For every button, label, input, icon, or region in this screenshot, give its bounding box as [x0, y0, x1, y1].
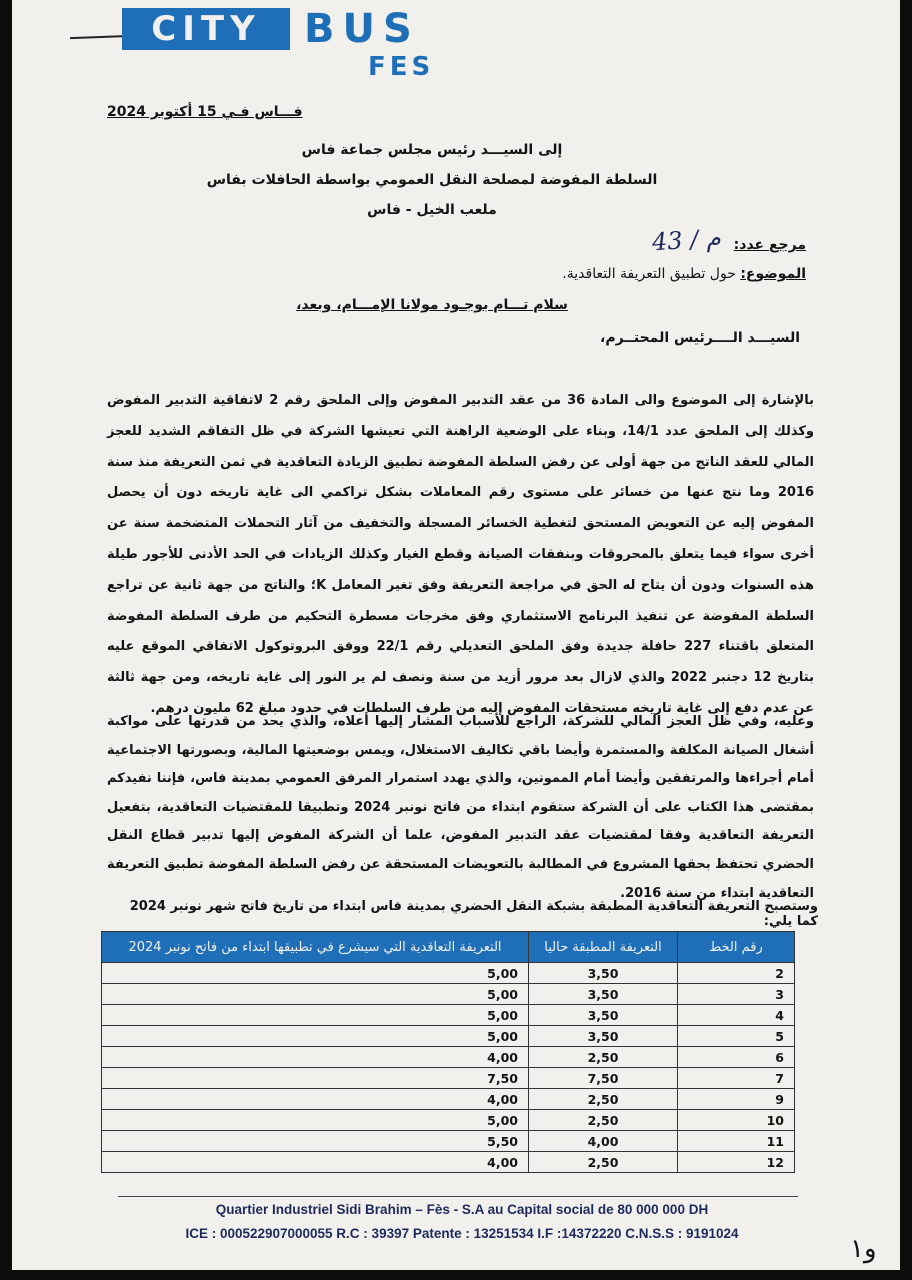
subject	[562, 266, 806, 282]
line-number: 9	[678, 1089, 795, 1110]
current-tariff: 3,50	[529, 1026, 678, 1047]
contract-tariff: 4,00	[102, 1089, 529, 1110]
line-number: 4	[678, 1005, 795, 1026]
footer-registration: ICE : 000522907000055 R.C : 39397 Patente : 13251534 I.F :14372220 C.N.S.S : 9191024	[185, 1226, 739, 1241]
reference-number: 43 / م	[651, 223, 722, 257]
line-number: 11	[678, 1131, 795, 1152]
table-row	[102, 1047, 795, 1068]
body-paragraph-2: وعليه، وفي ظل العجز المالي للشركة، الراجع للأسباب المشار إليها أعلاه، والذي يحد من قدرتها على مواكبة أشغال الصيانة المكلفة والمستمرة وأيضا باقي تكاليف الاستغلال، ويمس بوضعيتها المالية، وبصورتها الاجتماعية أمام أجراءها والمرتفقين وأيضا أمام الممونين، والذي يهدد استمرار المرفق العمومي بمدينة فاس، فإننا نفيدكم بمقتضى هذا الكتاب على أن الشركة ستقوم ابتداء من فاتح نونبر 2024 وتطبيقا للمقتضيات التعاقدية، بتفعيل التعريفة التعاقدية وفقا لمقتضيات عقد التدبير المفوض، علما أن الشركة المفوض إليها تدبير قطاع النقل الحضري تحتفظ بحقها المشروع في المطالبة بالتعويضات المستحقة عن رفض السلطة المفوضة تطبيق التعريفة التعاقدية ابتداء من سنة 2016.	[107, 714, 815, 901]
tariff-table	[101, 931, 795, 1173]
table-row	[102, 1005, 795, 1026]
logo-city: CITY	[122, 8, 290, 50]
table-header-row	[102, 932, 795, 963]
current-tariff: 2,50	[529, 1152, 678, 1173]
letter-page	[12, 0, 900, 1270]
table-row	[102, 1089, 795, 1110]
contract-tariff: 5,00	[102, 1026, 529, 1047]
footer-address: Quartier Industriel Sidi Brahim – Fès - S.A au Capital social de 80 000 000 DH	[215, 1202, 709, 1217]
header-contract-tariff: التعريفة التعاقدية التي سيشرع في تطبيقها ابتداء من فاتح نونبر 2024	[102, 932, 529, 963]
line-number: 7	[678, 1068, 795, 1089]
logo-fes: FES	[368, 52, 435, 82]
contract-tariff: 5,00	[102, 984, 529, 1005]
reference-label: مرجع عدد:	[733, 237, 806, 253]
letter-date: فـــاس فـي 15 أكتوبر 2024	[107, 104, 303, 120]
table-row	[102, 1131, 795, 1152]
contract-tariff: 5,00	[102, 963, 529, 984]
handwritten-initials: و١	[850, 1234, 877, 1264]
line-number: 3	[678, 984, 795, 1005]
table-row	[102, 963, 795, 984]
current-tariff: 7,50	[529, 1068, 678, 1089]
line-number: 6	[678, 1047, 795, 1068]
current-tariff: 2,50	[529, 1047, 678, 1068]
current-tariff: 2,50	[529, 1089, 678, 1110]
header-line-number: رقم الخط	[678, 932, 795, 963]
contract-tariff: 5,00	[102, 1110, 529, 1131]
table-intro: وستصبح التعريفة التعاقدية المطبقة بشبكة النقل الحضري بمدينة فاس ابتداء من تاريخ فاتح شهر نونبر 2024 كما يلي:	[129, 899, 818, 929]
body-paragraph-1: بالإشارة إلى الموضوع والى المادة 36 من عقد التدبير المفوض وإلى الملحق رقم 2 لاتفاقية التدبير المفوض وكذلك إلى الملحق عدد 14/1، وبناء على الوضعية الراهنة التي تعيشها الشركة في ظل التفاقم الشديد للعجز المالي للعقد الناتج من جهة أولى عن رفض السلطة المفوضة تطبيق الزيادة التعاقدية في ثمن التعريفة منذ سنة 2016 وما نتج عنها من خسائر على مستوى رقم المعاملات بشكل تراكمي الى غاية تاريخه دون أن يحصل المفوض إليه عن التعويض المستحق لتغطية الخسائر المسجلة والتخفيف من آثار التحملات المتضخمة سنة عن أخرى سواء فيما يتعلق بالمحروقات وبنفقات الصيانة وقطع الغيار وكذلك الزيادات في الحد الأدنى للأجور طيلة هذه السنوات ودون أن يتاح له الحق في مراجعة التعريفة وفق تغير المعامل K؛ والناتج من جهة ثانية عن تراجع السلطة المفوضة عن تنفيذ البرنامج الاستثماري وفق مخرجات مسطرة التحكيم من طرف السلطة المفوضة المتعلق باقتناء 227 حافلة جديدة وفق الملحق التعديلي رقم 22/1 ووفق البروتوكول الاتفاقي الموقع عليه بتاريخ 12 دجنبر 2022 والذي لازال بعد مرور أزيد من سنة ونصف لم ير النور إلى غاية تاريخه، ومن جهة ثالثة عن عدم دفع إلى غاية تاريخه مستحقات المفوض إليه من طرف السلطات في حدود مبلغ 62 مليون درهم.	[107, 393, 814, 716]
table-row	[102, 1068, 795, 1089]
table-row	[102, 1026, 795, 1047]
recipient-line-3: ملعب الخيل - فاس	[367, 202, 497, 218]
line-number: 10	[678, 1110, 795, 1131]
subject-text: حول تطبيق التعريفة التعاقدية.	[562, 266, 736, 282]
current-tariff: 3,50	[529, 1005, 678, 1026]
table-row	[102, 1110, 795, 1131]
current-tariff: 2,50	[529, 1110, 678, 1131]
contract-tariff: 4,00	[102, 1047, 529, 1068]
recipient-line-1: إلى السيـــد رئيس مجلس جماعة فاس	[301, 142, 563, 158]
greeting: سلام تـــام بوجـود مولانا الإمـــام، وبعد،	[296, 297, 568, 313]
header-current-tariff: التعريفة المطبقة حاليا	[529, 932, 678, 963]
table-row	[102, 1152, 795, 1173]
salutation: السيـــد الــــرئيس المحتــرم،	[600, 330, 800, 346]
table-row	[102, 984, 795, 1005]
recipient-line-2: السلطة المفوضة لمصلحة النقل العمومي بواسطة الحافلات بفاس	[206, 172, 658, 188]
current-tariff: 3,50	[529, 963, 678, 984]
current-tariff: 3,50	[529, 984, 678, 1005]
logo-bus: BUS	[304, 6, 420, 52]
contract-tariff: 5,00	[102, 1005, 529, 1026]
current-tariff: 4,00	[529, 1131, 678, 1152]
line-number: 12	[678, 1152, 795, 1173]
contract-tariff: 7,50	[102, 1068, 529, 1089]
line-number: 5	[678, 1026, 795, 1047]
contract-tariff: 5,50	[102, 1131, 529, 1152]
subject-label: الموضوع:	[740, 266, 806, 282]
footer-divider	[118, 1196, 798, 1197]
contract-tariff: 4,00	[102, 1152, 529, 1173]
line-number: 2	[678, 963, 795, 984]
